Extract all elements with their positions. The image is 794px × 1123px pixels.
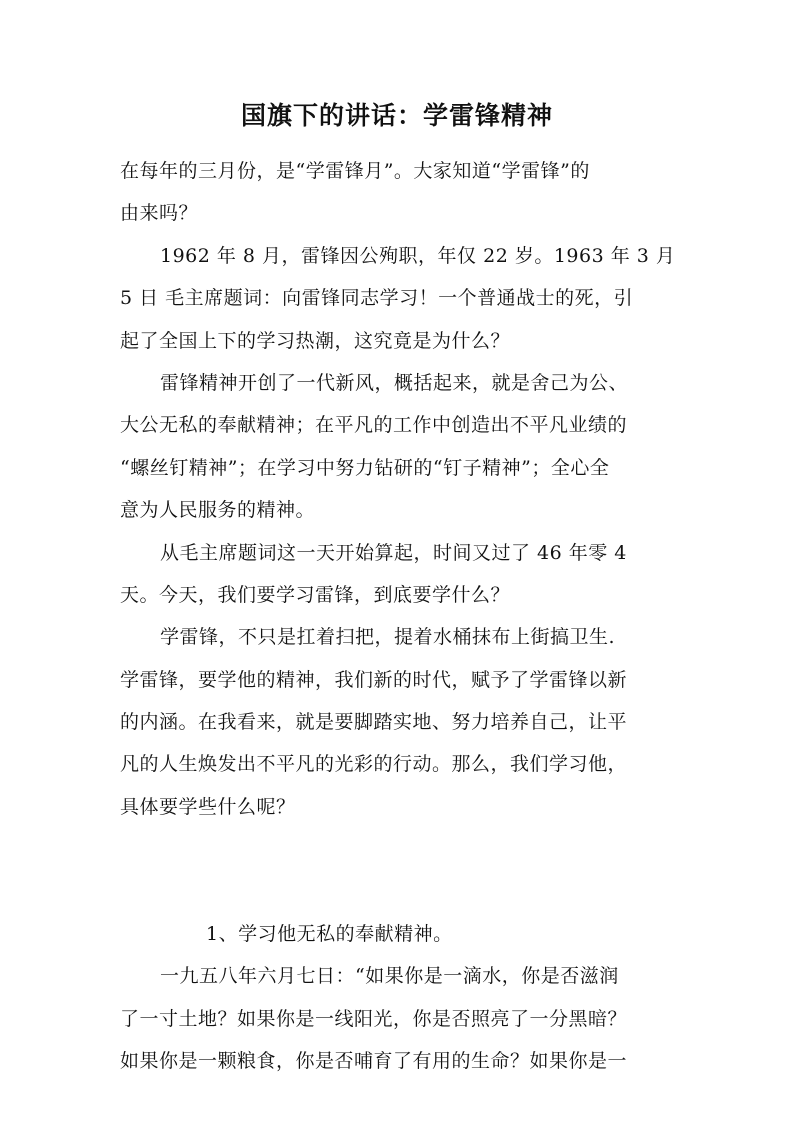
document-body <box>120 150 700 1083</box>
list-item: 1、学习他无私的奉献精神。 <box>206 923 453 946</box>
text-line: 学雷锋，要学他的精神，我们新的时代，赋予了学雷锋以新 <box>120 668 628 691</box>
text-line: 天。今天，我们要学习雷锋，到底要学什么？ <box>120 583 511 606</box>
text-line: 从毛主席题词这一天开始算起，时间又过了 46 年零 4 <box>160 541 627 564</box>
text-line: 如果你是一颗粮食，你是否哺育了有用的生命？如果你是一 <box>120 1050 628 1073</box>
text-line: 1962 年 8 月，雷锋因公殉职，年仅 22 岁。1963 年 3 月 <box>160 244 676 267</box>
text-line: 具体要学些什么呢？ <box>120 795 296 818</box>
text-line: 由来吗？ <box>120 202 199 225</box>
text-line: 在每年的三月份，是“学雷锋月”。大家知道“学雷锋”的 <box>120 160 590 182</box>
text-line: 凡的人生焕发出不平凡的光彩的行动。那么，我们学习他， <box>120 753 628 776</box>
text-line: 了一寸土地？如果你是一线阳光，你是否照亮了一分黑暗？ <box>120 1007 628 1030</box>
text-line: 学雷锋，不只是扛着扫把，提着水桶抹布上街搞卫生. <box>160 626 616 649</box>
text-line: “螺丝钉精神”；在学习中努力钻研的“钉子精神”；全心全 <box>120 456 610 479</box>
text-line: 大公无私的奉献精神；在平凡的工作中创造出不平凡业绩的 <box>120 414 628 437</box>
text-line: 的内涵。在我看来，就是要脚踏实地、努力培养自己，让平 <box>120 711 628 734</box>
text-line: 起了全国上下的学习热潮，这究竟是为什么？ <box>120 329 511 352</box>
text-line: 一九五八年六月七日：“如果你是一滴水，你是否滋润 <box>160 965 619 988</box>
text-line: 意为人民服务的精神。 <box>120 499 316 522</box>
text-line: 5 日 毛主席题词：向雷锋同志学习！一个普通战士的死，引 <box>120 287 634 310</box>
text-line: 雷锋精神开创了一代新风，概括起来，就是舍己为公、 <box>160 371 629 394</box>
page-title: 国旗下的讲话：学雷锋精神 <box>240 101 553 130</box>
paragraph-gap <box>120 828 700 913</box>
